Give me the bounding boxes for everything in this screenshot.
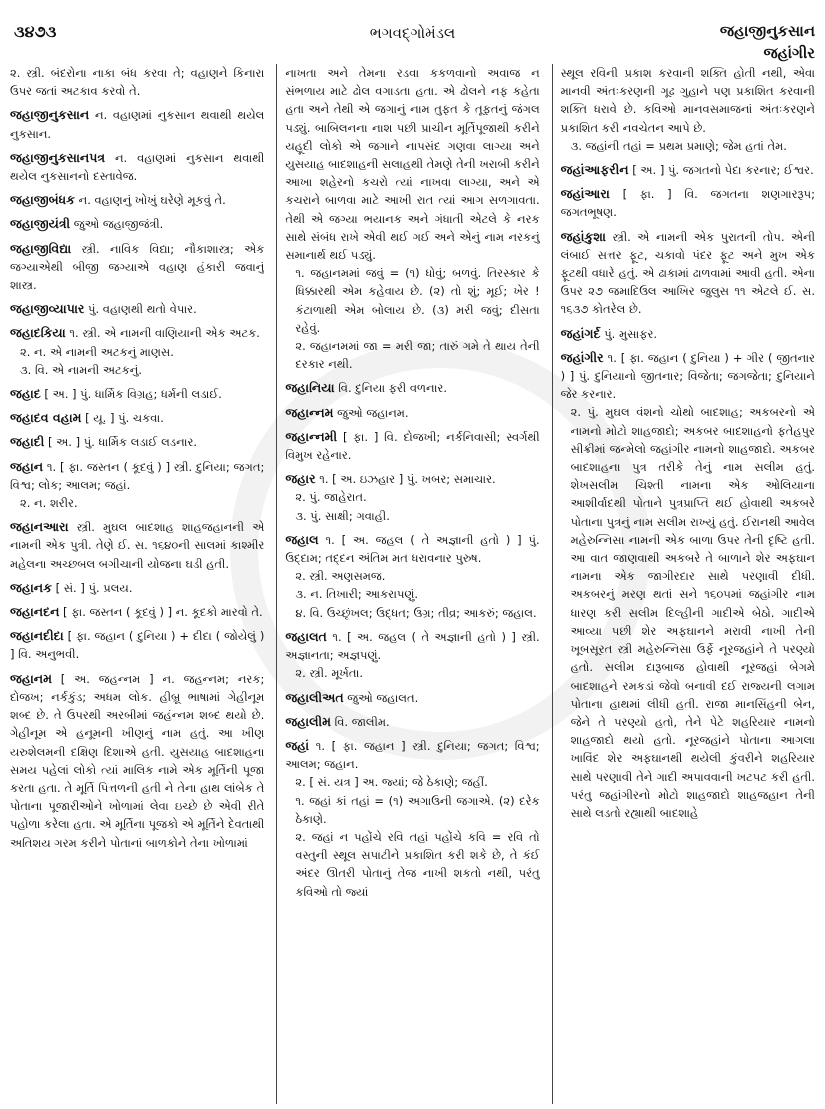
dictionary-entry (10, 409, 264, 427)
dictionary-entry (561, 185, 815, 221)
dictionary-entry (10, 603, 264, 621)
entry-headword: જહાજીવ્યાપાર (10, 301, 85, 317)
dictionary-entry (561, 325, 815, 343)
column-left (10, 64, 264, 1104)
entry-sense: ૩. વિ. એ નામની અટકનું. (20, 362, 143, 377)
entry-definition: [ અ. જહન્નમ ] ન. જહન્નમ; નરક; દોજખ; નર્કકુંડ; અધમ લોક. હીબ્રૂ ભાષામાં ગેહીનૂમ શબ્દ છે. તે ઉપરથી અરબીમાં જહંન્નમ શબ્દ થયો છે. ગેહીનૂમ એ હનૂમની ખીણનું નામ હતું. આ ખીણ યરુશેલમની દક્ષિણ દિશાએ હતી. યુસયાહ બાદશાહના સમય પહેલાં લોકો ત્યાં માલિક નામે એક મૂર્તિની પૂજા કરતા હતા. તે મૂર્તિ પિત્તળની હતી ને તેના હાથ લાંબેક તે પોતાના પૂજારીઓને ખોળામાં લેવા ઇચ્છે છે એવી રીતે પહોળા કરેલા હતા. એ મૂર્તિના પૂજકો એ મૂર્તિને દેવતાથી અતિશય ગરમ કરીને પોતાનાં બાળકોને તેના ખોળામાં (10, 671, 265, 850)
dictionary-entry (10, 191, 264, 209)
entry-headword: જહાં (285, 737, 310, 753)
entry-definition: ૧. [ ફા. જસ્તન ( કૂદવું ) ] સ્ત્રી. દુનિયા; જગત; વિશ્વ; લોક; આલમ; જહાં. (10, 459, 265, 492)
entry-definition: [ અ. ] પું. જગતનો પેદા કરનાર; ઈશ્વર. (632, 163, 814, 178)
entry-sense: ૩. ન. તિખારી; આકરાપણું. (295, 587, 419, 602)
guide-word-first: જહાજીનુકસાન (719, 22, 815, 40)
entry-headword: જહાનદન (10, 604, 60, 620)
page-header (0, 0, 825, 62)
dictionary-entry (10, 433, 264, 451)
entry-definition: ન. વહાણમાં નુકસાન થવાથી થયેલ નુકસાનનો દસ્તાવેજ. (10, 150, 265, 184)
dictionary-entry (561, 228, 815, 319)
dictionary-entry (561, 161, 815, 179)
dictionary-entry (10, 458, 264, 513)
entry-headword: જહાદી (10, 434, 45, 450)
dictionary-entry (285, 64, 539, 373)
entry-definition: સ્ત્રી. નાવિક વિદ્યા; નૌકાશાસ્ત્ર; એક જગ્યાએથી બીજી જગ્યાએ વહાણ હંકારી જવાનું શાસ્ત્ર. (10, 241, 265, 293)
dictionary-entry (285, 689, 539, 707)
entry-sense: ૩. પું. સાક્ષી; ગવાહી. (295, 508, 390, 523)
column-right (552, 64, 815, 1104)
entry-definition: ૧. [ ફા. જહાન ] સ્ત્રી. દુનિયા; જગત; વિશ્વ; આલમ; જહાન. (285, 738, 540, 772)
entry-definition: સ્થૂલ રવિની પ્રકાશ કરવાની શક્તિ હોતી નથી, એવા માનવી અંતઃકરણની ગૂઢ ગુહાને પણ પ્રકાશિત કરવાની શક્તિ ધરાવે છે. કવિઓ માનવસમાજનાં અંતઃકરણને પ્રકાશિત કરી નવચેતન આપે છે. (560, 66, 815, 135)
entry-definition: ૨. સ્ત્રી. બંદરોના નાકા બંધ કરવા તે; વહાણને કિનારા ઉપર જતાં અટકાવ કરવો તે. (10, 66, 265, 99)
dictionary-entry (285, 737, 539, 901)
dictionary-entry (10, 215, 264, 233)
entry-headword: જહાજીવિદ્યા (10, 240, 72, 256)
entry-definition: [ અ. ] પું. ધાર્મિક લડાઈ લડનાર. (48, 435, 198, 450)
dictionary-entry (285, 379, 539, 397)
entry-definition: ૧. [ અ. જહલ ( તે અજ્ઞાની હતો ) ] સ્ત્રી. અજ્ઞાનતા; અજ્ઞપણું. (285, 629, 540, 663)
entry-headword: જહાલ (285, 531, 319, 547)
entry-definition: ૧. [ અ. ઇઝહાર ] પું. ખબર; સમાચાર. (319, 472, 496, 487)
entry-headword: જહાન્નમ (285, 404, 334, 420)
entry-headword: જહાનિયા (285, 380, 335, 396)
entry-definition: ૧. [ અ. જહલ ( તે અજ્ઞાની હતો ) ] પું. ઉદ્દામ; તદ્દન અંતિમ મત ધરાવનાર પુરુષ. (285, 532, 540, 566)
entry-definition: વિ. દુનિયા ફરી વળનાર. (338, 381, 447, 396)
entry-definition: પું. વહાણથી થતો વેપાર. (88, 302, 197, 317)
entry-sense: ૨. ન. શરીર. (20, 496, 78, 511)
dictionary-entry (285, 628, 539, 683)
dictionary-entry (285, 428, 539, 464)
dictionary-entry (10, 240, 264, 295)
entry-sense: ૨. જહાનમમાં જા = મરી જા; તારું ગમે તે થાય તેની દરકાર નથી. (295, 339, 540, 372)
entry-sense: ૨. જહાં ન પહોંચે રવિ તહાં પહોંચે કવિ = રવિ તો વસ્તુની સ્થૂલ સપાટીને પ્રકાશિત કરી શકે છે, તે કંઈ અંદર ઊતરી પોતાનું તેજ નાખી શકતો નથી, પરંતુ કવિઓ તો જ્યાં (295, 829, 540, 899)
dictionary-entry (10, 627, 264, 663)
entry-sense: ૧. જહાં કાં તહાં = (૧) અગાઉની જગાએ. (૨) દરેક ઠેકાણે. (295, 793, 540, 826)
entry-headword: જહાંગીર (560, 349, 604, 365)
entry-definition: ૧. [ ફા. જહાન ( દુનિયા ) + ગીર ( જીતનાર ) ] પું. દુનિયાનો જીતનાર; વિજેતા; જગજેતા; દુનિયાને જેર કરનાર. (560, 350, 815, 402)
entry-headword: જહાજીનુકસાન (10, 107, 90, 123)
entry-headword: જહાંકુશા (560, 228, 606, 244)
dictionary-entry (561, 64, 815, 155)
entry-headword: જહાંઆરા (560, 186, 610, 202)
entry-headword: જહાનઆરા (10, 519, 69, 535)
entry-headword: જહાન (10, 458, 44, 474)
entry-definition: પું. મુસાફર. (604, 326, 658, 341)
entry-definition: સ્ત્રી. મુઘલ બાદશાહ શાહજહાનની એ નામની એક પુત્રી. તેણે ઈ. સ. ૧૬૪૦ની સાલમાં કાશ્મીર મહેલના અચ્છબલ બગીચાની યોજના ઘડી હતી. (10, 520, 265, 571)
entry-headword: જહાલત (285, 628, 327, 644)
dictionary-entry (561, 349, 815, 822)
entry-headword: જહાજીયંત્રી (10, 216, 71, 232)
entry-definition: [ ફા. ] વિ. દોજખી; નર્કનિવાસી; સ્વર્ગથી વિમુખ રહેનાર. (285, 429, 540, 463)
entry-headword: જહાંઆફરીન (560, 162, 629, 178)
entry-definition: [ યૂ. ] પું. ચકવા. (85, 411, 164, 426)
entry-headword: જહાદકિયા (10, 325, 66, 341)
entry-definition: [ ફા. જહાન ( દુનિયા ) + દીદા ( જોયેલું ) ] વિ. અનુભવી. (10, 629, 265, 662)
entry-definition: ન. વહાણમાં નુકસાન થવાથી થયેલ નુકસાન. (10, 108, 265, 141)
entry-definition: સ્ત્રી. એ નામની એક પુરાતની તોપ. એની લંબાઈ સત્તર ફૂટ, ચકાવો પંદર ફૂટ અને મુખ એક ફૂટથી વધારે હતું. એ ઢાકામાં ઢાળવામાં આવી હતી. એના ઉપર ૨૭ જમાદિઉલ આખિર જુલુસ ૧૧ એટલે ઈ. સ. ૧૬૩૭ કોતરેલ છે. (560, 229, 815, 317)
guide-word-last: જહાંગીર (763, 44, 815, 62)
dictionary-entry (285, 531, 539, 622)
dictionary-entry (10, 579, 264, 597)
entry-headword: જહાનદીદા (10, 628, 64, 644)
entry-headword: જહાજીનુકસાનપત્ર (10, 149, 106, 165)
dictionary-entry (10, 106, 264, 142)
dictionary-entry (285, 404, 539, 422)
entry-definition: વિ. જાલીમ. (334, 714, 390, 729)
entry-definition: ૧. સ્ત્રી. એ નામની વાણિયાની એક અટક. (69, 326, 260, 341)
dictionary-entry (10, 149, 264, 185)
running-title: ભગવદ્ગોમંડલ (369, 24, 456, 42)
entry-headword: જહાનમ (10, 670, 52, 686)
dictionary-entry (10, 385, 264, 403)
entry-definition: જુઓ જહાજીજંત્રી. (73, 217, 164, 232)
entry-headword: જહાનક (10, 579, 52, 595)
dictionary-entry (10, 518, 264, 573)
entry-sense: ૨. [ સં. યત્ર ] અ. જ્યાં; જે ઠેકાણે; જહીં. (295, 775, 488, 790)
entry-headword: જહાંગર્દ (560, 325, 601, 341)
entry-headword: જહાદ (10, 386, 41, 402)
entry-headword: જહાલીમ (285, 713, 331, 729)
dictionary-body (10, 64, 815, 1104)
entry-sense: ૨. ન. એ નામની અટકનું માણસ. (20, 344, 174, 359)
dictionary-entry (285, 470, 539, 525)
entry-definition: [ અ. ] પું. ધાર્મિક વિગ્રહ; ધર્મની લડાઈ. (44, 387, 222, 402)
dictionary-entry (285, 713, 539, 731)
entry-sense: ૨. પું. જાહેરાત. (295, 490, 367, 505)
entry-headword: જહાજીબંધક (10, 192, 75, 208)
entry-headword: જહાદવ વહામ (10, 410, 82, 426)
page-number: ૩૪૭૩ (14, 22, 57, 41)
entry-sense: ૨. પું. મુઘલ વંશનો ચોથો બાદશાહ; અકબરનો એ નામનો મોટો શાહજાદો; અકબર બાદશાહનો ફતેહપુર સીક્રીમાં જન્મેલો જહાંગીર નામનો શાહજાદો. અકબર બાદશાહના પુત્ર તરીકે તેનું નામ સલીમ હતું. શેખસલીમ ચિશ્તી નામના એક ઓલિયાના આશીર્વાદથી પોતાને પુત્રપ્રાપ્તિ થઈ હોવાથી અકબરે પોતાના પુત્રનું નામ સલીમ રાખ્યું હતું. ઈરાનથી આવેલ મહેરુન્નિસા નામની એક બાળા ઉપર તેની દૃષ્ટિ હતી. આ વાત જાણવાથી અકબરે તે બાળાને શેર અફઘાન નામના એક જાગીરદાર સાથે પરણાવી દીધી. અકબરનું મરણ થતાં સને ૧૬૦૫માં જહાંગીર નામ ધારણ કરી સલીમ દિલ્હીની ગાદીએ બેઠો. ગાદીએ આવ્યા પછી શેર અફઘાનને મરાવી નાખી તેની ખૂબસૂરત સ્ત્રી મહેરુન્નિસા ઉર્ફે નૂરજહાંને તે પરણ્યો હતો. સલીમ દારૂબાજ હોવાથી નૂરજહાં બેગમે બાદશાહને રમકડાં જેવો બનાવી દઈ રાજ્યની લગામ પોતાના હાથમાં લીધી હતી. રાજા માનસિંહની બેન, જેને તે પરણ્યો હતો, તેને પેટે શહરિયાર નામનો શાહજાદો થયો હતો. નૂરજહાંને પોતાના આગલા ખાવિંદ શેર અફઘાનથી થયેલી કુંવરીને શહરિયાર સાથે પરણાવી તેને ગાદી અપાવવાની ખટપટ કરી હતી. પરંતુ જહાંગીરનો મોટો શાહજાદો શાહજહાન તેની સાથે લડતો રહ્યાથી બાદશાહે (570, 405, 815, 820)
entry-sense: ૨. સ્ત્રી. મૂર્ખતા. (295, 666, 363, 681)
entry-definition: નાખતા અને તેમના રડવા કકળવાનો અવાજ ન સંભળાય માટે ઢોલ વગાડતા હતા. એ ઢોલને નફ કહેતા હતા અને તેથી એ જગાનું નામ તુફત કે તૂફતનું જંગલ પડ્યું. બાબિલનના નાશ પછી પ્રાચીન મૂર્તિપૂજાથી કરીને યહૂદી લોકો એ જગાને નાપસંદ ગણવા લાગ્યા અને યુસયાહ બાદશાહની સલાહથી તેમણે તેની ખરાબી કરીને આખા શહેરનો કચરો ત્યાં નાખવા લાગ્યા, અને એ કચરાને બાળવા માટે આખી રાત ત્યાં આગ સળગાવતા. તેથી એ જગ્યા ભયાનક અને ગંધાતી એટલે કે નરક સાથે સંબંધ રાખે એવી થઈ ગઈ અને એનું નામ નરકનું સમાનાર્થ થઈ પડ્યું. (285, 66, 540, 263)
entry-sense: ૨. સ્ત્રી. અણસમજ. (295, 569, 386, 584)
entry-headword: જહાન્નમી (285, 428, 338, 444)
entry-definition: જુઓ જહાનમ. (337, 405, 409, 420)
entry-definition: [ ફા. ] વિ. જગતના શણગારરૂપ; જગતભૂષણ. (560, 187, 815, 220)
entry-headword: જહાલીઅત (285, 689, 344, 705)
entry-definition: [ ફા. જસ્તન ( કૂદવું ) ] ન. કૂદકો મારવો તે. (63, 605, 263, 620)
entry-sense: ૪. વિ. ઉચ્છૃંખલ; ઉદ્ધત; ઉગ્ર; તીવ્ર; આકરું; જહાલ. (295, 605, 537, 620)
entry-sense: ૧. જહાનમમાં જવું = (૧) ધોવું; બળવું. તિરસ્કાર કે ધિક્કારથી એમ કહેવાય છે. (૨) તો શું; મૂઈ; ખેર ! કંટાળાથી એમ બોલાય છે. (૩) મરી જવું; દીસતા રહેવું. (295, 266, 540, 335)
entry-definition: ન. વહાણનું ખોખું ઘરેણે મૂકવું તે. (78, 193, 226, 208)
dictionary-entry (10, 64, 264, 100)
entry-headword: જહાર (285, 471, 316, 487)
dictionary-entry (10, 300, 264, 318)
entry-definition: જુઓ જહાલત. (347, 690, 419, 705)
entry-sense: ૩. જહાંની તહાં = પ્રથમ પ્રમાણે; જેમ હતાં તેમ. (570, 138, 787, 153)
dictionary-entry (10, 670, 264, 852)
dictionary-entry (10, 324, 264, 379)
entry-definition: [ સં. ] પું. પ્રલય. (55, 580, 133, 595)
column-middle (276, 64, 539, 1104)
